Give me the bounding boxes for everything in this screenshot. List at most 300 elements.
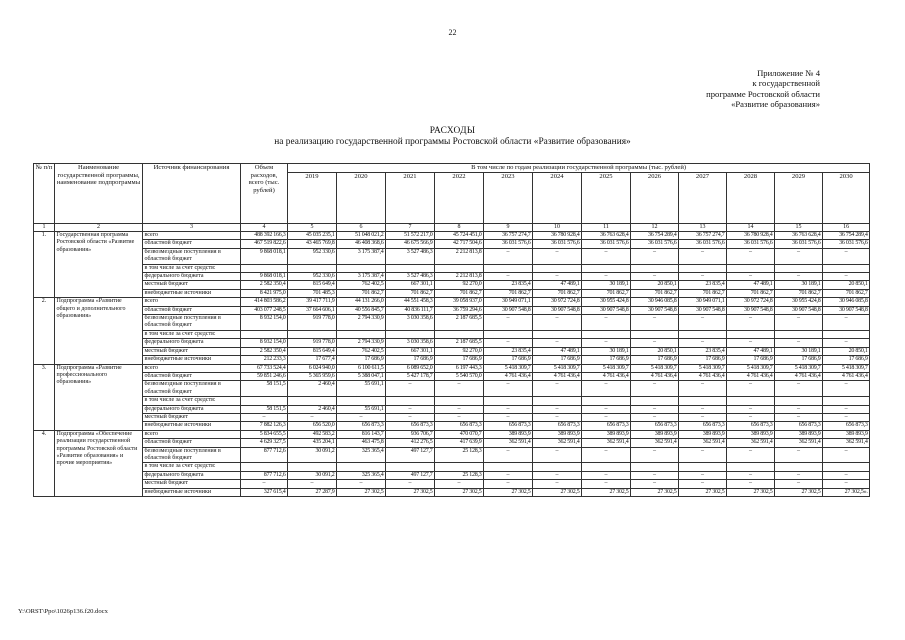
year-value-cell: 701 862,7 [386,289,435,297]
table-row [34,306,870,314]
year-value-cell: 17 686,9 [337,356,386,364]
year-value-cell: – [775,315,823,331]
table-row [34,248,870,264]
year-value-cell [386,463,435,471]
year-value-cell: 362 591,4 [533,439,582,447]
year-value-cell: 6 024 940,0 [288,364,337,372]
year-value-cell [631,330,679,338]
year-value-cell: 51 048 021,2 [337,232,386,240]
header-year: 2019 [288,172,337,223]
year-value-cell: 656 873,3 [679,422,727,430]
year-value-cell: 492 583,2 [288,430,337,438]
year-value-cell: 30 955 424,8 [582,298,631,306]
table-row [34,447,870,463]
page-number: 22 [448,28,457,37]
year-value-cell [823,264,870,272]
year-value-cell: 2 794 330,9 [337,315,386,331]
year-value-cell: 362 591,4 [679,439,727,447]
year-value-cell: – [582,315,631,331]
year-value-cell: – [775,381,823,397]
year-value-cell: 919 778,0 [288,315,337,331]
year-value-cell: – [775,480,823,488]
year-value-cell: 656 873,3 [582,422,631,430]
year-value-cell [823,397,870,405]
year-value-cell: 17 686,9 [727,356,775,364]
year-value-cell [386,397,435,405]
table-row [34,232,870,240]
year-value-cell: 36 759 294,6 [435,306,484,314]
year-value-cell: 5 418 309,7 [727,364,775,372]
year-value-cell: 36 031 576,6 [631,240,679,248]
year-value-cell: – [533,381,582,397]
year-value-cell: 4 761 436,4 [775,372,823,380]
column-index-cell: 6 [337,223,386,231]
year-value-cell: 762 402,5 [337,347,386,355]
year-value-cell: – [823,405,870,413]
header-by-years: В том числе по годам реализации государственной программы (тыс. рублей) [288,164,870,173]
header-year: 2030 [823,172,870,223]
year-value-cell: 762 402,5 [337,281,386,289]
year-value-cell: – [679,273,727,281]
column-index-cell: 12 [631,223,679,231]
appendix-line: программе Ростовской области [706,88,820,99]
year-value-cell [582,397,631,405]
year-value-cell: – [679,405,727,413]
year-value-cell: 23 835,4 [679,347,727,355]
funding-source: федерального бюджета [143,339,241,347]
year-value-cell: – [484,447,533,463]
year-value-cell: 47 489,1 [533,347,582,355]
year-value-cell: – [679,447,727,463]
year-value-cell: 5 418 309,7 [533,364,582,372]
year-value-cell [386,264,435,272]
year-value-cell: 36 780 928,4 [533,232,582,240]
year-value-cell [288,264,337,272]
year-value-cell [727,463,775,471]
year-value-cell: 30 907 548,8 [484,306,533,314]
header-volume: Объем расходов, всего (тыс. рублей) [241,164,288,224]
year-value-cell [631,463,679,471]
year-value-cell: – [386,405,435,413]
year-value-cell: 2 187 685,5 [435,339,484,347]
year-value-cell: 701 862,7 [337,289,386,297]
total-value-cell: 59 851 246,6 [241,372,288,380]
title-main: РАСХОДЫ [429,126,476,136]
year-value-cell: 20 850,1 [631,347,679,355]
year-value-cell: – [679,480,727,488]
header-year: 2025 [582,172,631,223]
year-value-cell: – [484,339,533,347]
year-value-cell: 55 691,1 [337,381,386,397]
year-value-cell: 701 862,7 [484,289,533,297]
year-value-cell: 815 649,4 [288,281,337,289]
table-row [34,240,870,248]
year-value-cell [582,330,631,338]
title-sub: на реализацию государственной программы Ростовской области «Развитие образования» [274,137,631,147]
column-index-cell: 5 [288,223,337,231]
header-num: № п/п [34,164,55,224]
funding-source: безвозмездные поступления в областной бюджет [143,248,241,264]
year-value-cell: 667 301,1 [386,347,435,355]
total-value-cell: – [241,413,288,421]
funding-source: областной бюджет [143,372,241,380]
year-value-cell: – [484,381,533,397]
year-value-cell [533,330,582,338]
column-index-cell: 11 [582,223,631,231]
year-value-cell: 701 862,7 [775,289,823,297]
total-value-cell: 2 582 350,4 [241,347,288,355]
year-value-cell: 5 418 309,7 [823,364,870,372]
program-name: Подпрограмма «Развитие профессионального образования» [55,364,143,430]
table-row [34,330,870,338]
year-value-cell: 5 540 570,0 [435,372,484,380]
year-value-cell: 36 031 576,6 [775,240,823,248]
year-value-cell: 325 365,4 [337,447,386,463]
year-value-cell: 656 873,3 [533,422,582,430]
year-value-cell: 17 686,9 [823,356,870,364]
section-number: 4. [34,430,55,496]
program-name: Государственная программа Ростовской области «Развитие образования» [55,232,143,298]
funding-source: в том числе за счет средств: [143,397,241,405]
year-value-cell: 27 302,5 [533,488,582,496]
year-value-cell [533,397,582,405]
column-index-cell: 13 [679,223,727,231]
year-value-cell: – [435,381,484,397]
table-row [34,364,870,372]
year-value-cell: – [679,315,727,331]
header-year: 2021 [386,172,435,223]
year-value-cell: – [679,339,727,347]
year-value-cell [582,264,631,272]
year-value-cell [337,264,386,272]
year-value-cell: 3 030 358,6 [386,339,435,347]
table-row [34,439,870,447]
year-value-cell: 36 754 289,4 [823,232,870,240]
year-value-cell: 5 427 178,7 [386,372,435,380]
appendix-block [520,68,820,110]
table-row [34,463,870,471]
year-value-cell: 27 302,5 [484,488,533,496]
section-number: 2. [34,298,55,364]
year-value-cell: 92 270,0 [435,281,484,289]
year-value-cell: – [727,339,775,347]
table-row [34,281,870,289]
table-row [34,289,870,297]
funding-source: всего [143,232,241,240]
year-value-cell: – [775,471,823,479]
year-value-cell [727,397,775,405]
total-value-cell: 877 712,6 [241,447,288,463]
year-value-cell: 4 761 436,4 [679,372,727,380]
year-value-cell: – [435,405,484,413]
year-value-cell: 5 418 309,7 [775,364,823,372]
appendix-line: «Развитие образования» [731,99,820,110]
year-value-cell: 17 686,9 [533,356,582,364]
year-value-cell: – [823,315,870,331]
year-value-cell: 4 761 436,4 [727,372,775,380]
header-year: 2029 [775,172,823,223]
column-index-cell: 15 [775,223,823,231]
year-value-cell: – [582,273,631,281]
year-value-cell [775,463,823,471]
column-index-cell: 3 [143,223,241,231]
year-value-cell: 30 949 071,1 [679,298,727,306]
year-value-cell: 5 418 309,7 [631,364,679,372]
column-index-cell: 16 [823,223,870,231]
year-value-cell [727,264,775,272]
header-year: 2023 [484,172,533,223]
year-value-cell: 30 907 548,8 [631,306,679,314]
total-value-cell: 4 629 327,5 [241,439,288,447]
year-value-cell: – [582,248,631,264]
year-value-cell: 36 031 576,6 [582,240,631,248]
year-value-cell: 5 365 959,6 [288,372,337,380]
total-value-cell: 8 932 154,0 [241,315,288,331]
year-value-cell [631,397,679,405]
year-value-cell: 44 551 458,3 [386,298,435,306]
year-value-cell: 4 761 436,4 [533,372,582,380]
year-value-cell: 3 030 358,6 [386,315,435,331]
year-value-cell: – [679,248,727,264]
total-value-cell: 8 421 975,0 [241,289,288,297]
year-value-cell: – [582,405,631,413]
year-value-cell: – [727,273,775,281]
year-value-cell: 30 946 085,8 [823,298,870,306]
funding-source: всего [143,430,241,438]
year-value-cell: 30 955 424,8 [775,298,823,306]
table-row [34,372,870,380]
year-value-cell [775,330,823,338]
year-value-cell [337,330,386,338]
year-value-cell: 40 556 845,7 [337,306,386,314]
year-value-cell: – [288,480,337,488]
table-row [34,430,870,438]
year-value-cell: 17 686,9 [775,356,823,364]
year-value-cell: 2 794 330,9 [337,339,386,347]
year-value-cell [484,264,533,272]
year-value-cell: – [631,447,679,463]
year-value-cell: 44 131 266,0 [337,298,386,306]
year-value-cell: 656 873,3 [484,422,533,430]
year-value-cell: 46 408 368,6 [337,240,386,248]
year-value-cell: 27 302,5 [582,488,631,496]
funding-source: местный бюджет [143,281,241,289]
header-year: 2024 [533,172,582,223]
year-value-cell: – [582,339,631,347]
funding-source: безвозмездные поступления в областной бюджет [143,381,241,397]
year-value-cell: – [582,471,631,479]
year-value-cell [484,330,533,338]
year-value-cell [288,330,337,338]
total-value-cell: 414 803 586,2 [241,298,288,306]
year-value-cell: – [484,248,533,264]
header-year: 2026 [631,172,679,223]
year-value-cell: 656 873,3 [337,422,386,430]
year-value-cell: 30 972 724,8 [533,298,582,306]
table-row [34,397,870,405]
total-value-cell: 327 615,4 [241,488,288,496]
year-value-cell: 3 527 486,3 [386,273,435,281]
year-value-cell: 5 418 309,7 [679,364,727,372]
year-value-cell: 919 778,0 [288,339,337,347]
year-value-cell: – [337,480,386,488]
year-value-cell [435,463,484,471]
appendix-line: к государственной [752,78,820,89]
table-row [34,273,870,281]
column-index-cell: 10 [533,223,582,231]
total-value-cell: 5 834 655,5 [241,430,288,438]
year-value-cell: 656 873,3 [775,422,823,430]
year-value-cell: 6 100 611,5 [337,364,386,372]
year-value-cell: – [484,273,533,281]
year-value-cell: – [337,413,386,421]
year-value-cell: 389 893,9 [823,430,870,438]
year-value-cell: – [775,339,823,347]
year-value-cell [631,264,679,272]
year-value-cell: 47 489,1 [533,281,582,289]
year-value-cell [679,330,727,338]
year-value-cell: 30 189,1 [775,281,823,289]
funding-source: местный бюджет [143,480,241,488]
year-value-cell [679,264,727,272]
year-value-cell: 17 686,9 [484,356,533,364]
year-value-cell: 362 591,4 [727,439,775,447]
year-value-cell: 30 189,1 [582,347,631,355]
year-value-cell: – [484,315,533,331]
year-value-cell: – [727,315,775,331]
year-value-cell [337,397,386,405]
year-value-cell [727,330,775,338]
table-row [34,264,870,272]
year-value-cell: 47 489,1 [727,281,775,289]
year-value-cell: 45 035 235,1 [288,232,337,240]
year-value-cell: – [533,413,582,421]
year-value-cell: 701 862,7 [823,289,870,297]
year-value-cell: 701 862,7 [679,289,727,297]
year-value-cell [484,463,533,471]
year-value-cell: – [484,480,533,488]
table-row [34,405,870,413]
year-value-cell: – [727,447,775,463]
year-value-cell: 701 862,7 [631,289,679,297]
year-value-cell: – [484,413,533,421]
year-value-cell [679,463,727,471]
year-value-cell [582,463,631,471]
total-value-cell: 9 868 018,1 [241,273,288,281]
year-value-cell: 5 388 047,1 [337,372,386,380]
total-value-cell: 58 151,5 [241,381,288,397]
total-value-cell: – [241,480,288,488]
year-value-cell: 816 143,7 [337,430,386,438]
year-value-cell [823,463,870,471]
year-value-cell: 17 686,9 [679,356,727,364]
funding-source: федерального бюджета [143,273,241,281]
year-value-cell: 2 212 813,8 [435,248,484,264]
year-value-cell: 30 907 548,8 [775,306,823,314]
year-value-cell: 30 946 085,8 [631,298,679,306]
year-value-cell: 23 835,4 [679,281,727,289]
year-value-cell: 27 302,5 [386,488,435,496]
year-value-cell: 701 862,7 [435,289,484,297]
year-value-cell: 27 287,9 [288,488,337,496]
funding-source: местный бюджет [143,347,241,355]
year-value-cell: 3 175 387,4 [337,248,386,264]
program-name: Подпрограмма «Обеспечение реализации государственной программы Ростовской области «Развитие образования» и прочие мероприятия» [55,430,143,496]
header-year: 2020 [337,172,386,223]
year-value-cell: 39 417 711,9 [288,298,337,306]
year-value-cell: 656 873,3 [631,422,679,430]
year-value-cell: 656 873,3 [727,422,775,430]
section-number: 3. [34,364,55,430]
table-row [34,315,870,331]
total-value-cell: 467 519 822,6 [241,240,288,248]
year-value-cell: 362 591,4 [582,439,631,447]
year-value-cell: 36 031 576,6 [679,240,727,248]
year-value-cell [775,397,823,405]
year-value-cell: 701 862,7 [727,289,775,297]
year-value-cell: 6 197 443,3 [435,364,484,372]
year-value-cell: – [386,480,435,488]
total-value-cell [241,397,288,405]
year-value-cell: 656 520,0 [288,422,337,430]
year-value-cell: 362 591,4 [631,439,679,447]
table-header [34,164,870,232]
document-title [0,126,905,148]
year-value-cell [386,330,435,338]
year-value-cell: 30 972 724,8 [727,298,775,306]
table-row [34,480,870,488]
year-value-cell: 4 761 436,4 [823,372,870,380]
column-index-cell: 7 [386,223,435,231]
year-value-cell: – [631,413,679,421]
year-value-cell: 25 128,3 [435,471,484,479]
year-value-cell: – [582,480,631,488]
year-value-cell: – [533,471,582,479]
year-value-cell: 30 189,1 [775,347,823,355]
funding-source: федерального бюджета [143,405,241,413]
table-row [34,356,870,364]
table-row [34,381,870,397]
year-value-cell [679,397,727,405]
year-value-cell: 497 127,7 [386,471,435,479]
year-value-cell: 952 330,6 [288,273,337,281]
table-row [34,298,870,306]
year-value-cell [435,397,484,405]
year-value-cell: 40 836 111,7 [386,306,435,314]
year-value-cell: 27 302,5 [679,488,727,496]
table-row [34,488,870,496]
year-value-cell: – [823,248,870,264]
year-value-cell: – [823,471,870,479]
year-value-cell: 39 058 937,0 [435,298,484,306]
year-value-cell [823,330,870,338]
total-value-cell: 58 151,5 [241,405,288,413]
year-value-cell: 417 639,9 [435,439,484,447]
year-value-cell: 362 591,4 [775,439,823,447]
year-value-cell: 36 754 289,4 [631,232,679,240]
year-value-cell: 17 686,9 [386,356,435,364]
column-index-cell: 2 [55,223,143,231]
year-value-cell: 30 907 548,8 [679,306,727,314]
total-value-cell: 488 392 166,3 [241,232,288,240]
year-value-cell: – [484,405,533,413]
funding-source: в том числе за счет средств: [143,463,241,471]
year-value-cell: – [727,248,775,264]
year-value-cell: – [823,413,870,421]
year-value-cell: – [727,381,775,397]
funding-source: местный бюджет [143,413,241,421]
total-value-cell: 877 712,6 [241,471,288,479]
